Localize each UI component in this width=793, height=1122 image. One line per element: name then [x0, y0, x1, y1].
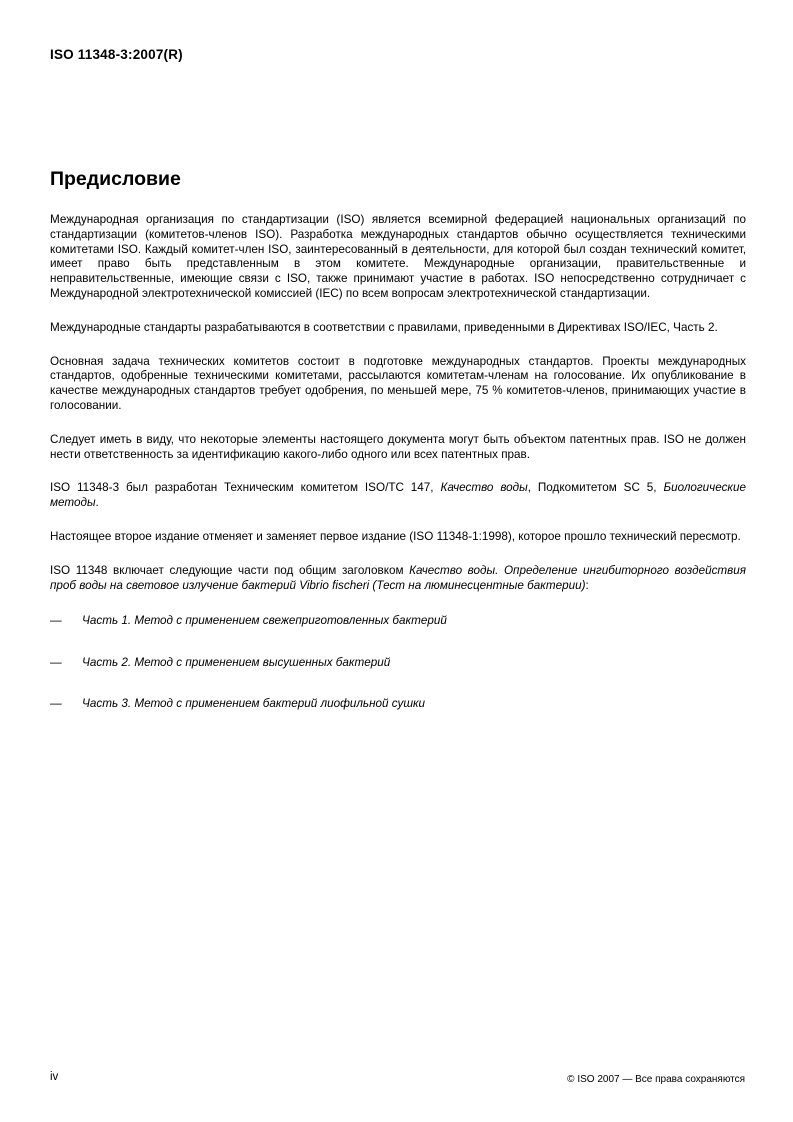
paragraph-second-edition: Настоящее второе издание отменяет и заменяет первое издание (ISO 11348-1:1998), которое прошло технический пересмотр.	[50, 529, 741, 543]
body-content	[50, 213, 746, 738]
section-heading-foreword: Предисловие	[50, 168, 181, 190]
running-header: ISO 11348-3:2007(R)	[50, 47, 183, 62]
list-item-text: Часть 2. Метод с применением высушенных бактерий	[82, 655, 391, 669]
list-dash: —	[50, 614, 62, 628]
list-item-text: Часть 3. Метод с применением бактерий лиофильной сушки	[82, 696, 426, 710]
footer-copyright-notice: © ISO 2007 — Все права сохраняются	[567, 1074, 745, 1085]
list-item-part-1	[50, 614, 746, 629]
list-item-text: Часть 1. Метод с применением свежеприготовленных бактерий	[82, 614, 447, 628]
text-segment: :	[585, 578, 589, 592]
paragraph-patent-rights: Следует иметь в виду, что некоторые элементы настоящего документа могут быть объектом патентных прав. ISO не должен нести ответственность за идентификацию какого-либо одного или всех патентных прав.	[50, 432, 746, 461]
list-dash: —	[50, 655, 62, 669]
paragraph-series-title	[50, 564, 746, 594]
footer-page-number: iv	[50, 1071, 59, 1083]
text-segment: ISO 11348 включает следующие части под общим заголовком	[50, 563, 410, 577]
paragraph-developed-by	[50, 481, 746, 511]
list-item-part-2	[50, 656, 746, 671]
text-segment-italic: Биологические методы	[50, 481, 746, 510]
parts-list	[50, 614, 746, 711]
text-segment: .	[95, 496, 99, 510]
paragraph-iso-federation: Международная организация по стандартизации (ISO) является всемирной федерацией национальных организаций по стандартизации (комитетов-членов ISO). Разработка международных стандартов обычно осуществляется техническими комитетами ISO. Каждый комитет-член ISO, заинтересованный в деятельности, для которой был создан технический комитет, имеет право быть представленным в этом комитете. Международные организации, правительственные и неправительственные, имеющие связи с ISO, также принимают участие в работах. ISO непосредственно сотрудничает с Международной электротехнической комиссией (IEC) по всем вопросам электротехнической стандартизации.	[50, 213, 746, 300]
list-item-part-3	[50, 697, 746, 712]
text-segment-italic: Качество воды	[440, 481, 528, 495]
text-segment: , Подкомитетом SC 5,	[527, 481, 664, 495]
text-segment: ISO 11348-3 был разработан Техническим комитетом ISO/TC 147,	[50, 481, 441, 495]
list-dash: —	[50, 696, 62, 710]
text-segment-italic: Качество воды. Определение ингибиторного воздействия проб воды на световое излучение бактерий Vibrio fischeri (Тест на люминесцентные бактерии)	[50, 563, 746, 592]
paragraph-directives: Международные стандарты разрабатываются в соответствии с правилами, приведенными в Директивах ISO/IEC, Часть 2.	[50, 320, 718, 334]
paragraph-committee-task: Основная задача технических комитетов состоит в подготовке международных стандартов. Проекты международных стандартов, одобренные техническими комитетами, рассылаются комитетам-членам на голосование. Их опубликование в качестве международных стандартов требует одобрения, по меньшей мере, 75 % комитетов-членов, принимающих участие в голосовании.	[50, 354, 746, 412]
